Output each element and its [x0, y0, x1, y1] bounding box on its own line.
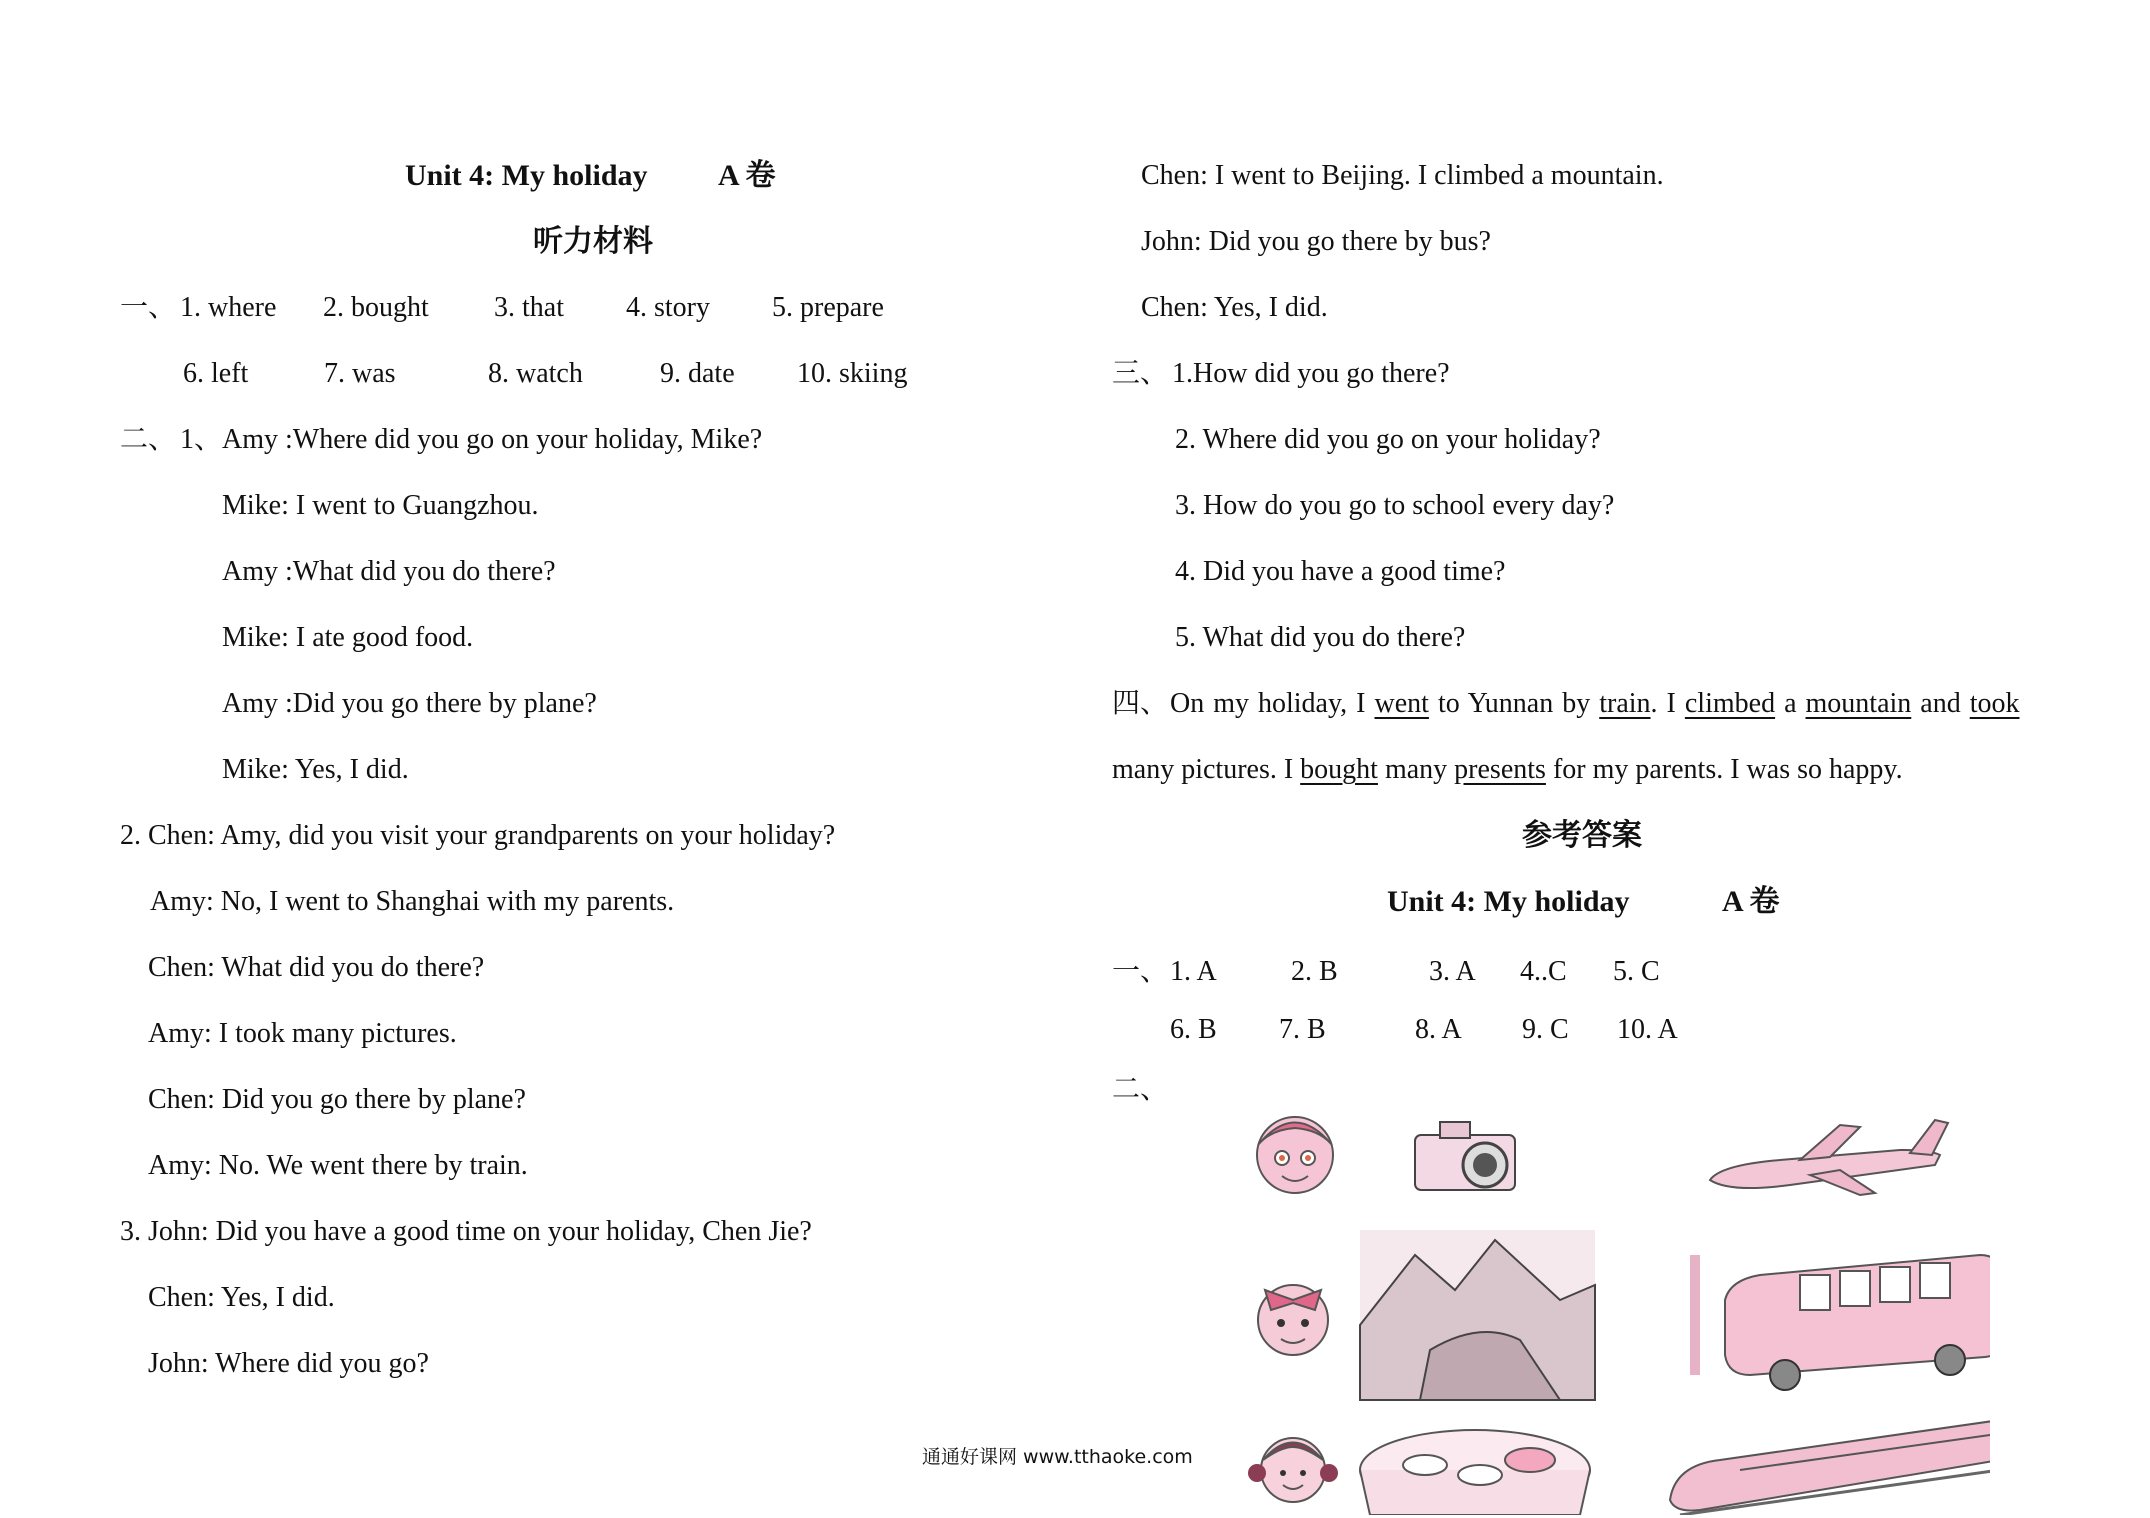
dialogue-line: Chen: Did you go there by plane? [148, 1084, 526, 1115]
answer-item: 4..C [1520, 956, 1567, 987]
answer-item: 3. A [1429, 956, 1476, 987]
left-subtitle: 听力材料 [533, 225, 653, 258]
dialogue-line: 3. John: Did you have a good time on your holiday, Chen Jie? [120, 1216, 812, 1247]
answers-heading: 参考答案 [1522, 819, 1642, 852]
answer-item: 2. B [1291, 956, 1338, 987]
s1-item: 1. where [180, 292, 277, 323]
left-title: Unit 4: My holiday [405, 159, 648, 192]
answer-item: 9. C [1522, 1014, 1569, 1045]
answer-word: went [1374, 688, 1429, 719]
answer-word: presents [1454, 754, 1546, 785]
answers-title: Unit 4: My holiday [1387, 885, 1630, 918]
left-title-suffix: A 卷 [718, 159, 776, 192]
s1-item: 4. story [626, 292, 710, 323]
s1-item: 2. bought [323, 292, 429, 323]
food-table-icon [1360, 1430, 1590, 1515]
s2-mark: 二、 [120, 424, 177, 455]
s3-item: 5. What did you do there? [1175, 622, 1466, 653]
s1-mark: 一、 [120, 292, 177, 323]
s1-item: 10. skiing [797, 358, 908, 389]
answer-item: 7. B [1279, 1014, 1326, 1045]
answers-s1-mark: 一、 [1112, 956, 1169, 987]
s3-item: 1.How did you go there? [1172, 358, 1450, 389]
dialogue-line: Amy :Did you go there by plane? [222, 688, 597, 719]
s3-item: 3. How do you go to school every day? [1175, 490, 1615, 521]
dialogue-line: Chen: Yes, I did. [148, 1282, 335, 1313]
answers-title-suffix: A 卷 [1722, 885, 1780, 918]
answer-item: 6. B [1170, 1014, 1217, 1045]
s3-mark: 三、 [1112, 358, 1169, 389]
dialogue-line: Amy :What did you do there? [222, 556, 556, 587]
s1-item: 9. date [660, 358, 735, 389]
answer-item: 10. A [1617, 1014, 1678, 1045]
dialogue-line: Chen: I went to Beijing. I climbed a mountain. [1141, 160, 1664, 191]
airplane-icon [1710, 1120, 1948, 1195]
dialogue-line: John: Did you go there by bus? [1141, 226, 1491, 257]
girl-with-pigtails-icon [1248, 1438, 1338, 1502]
s4-line-1: On my holiday, I went to Yunnan by train. I climbed a mountain and took [1170, 688, 2020, 719]
dialogue-line: Amy: No, I went to Shanghai with my parents. [150, 886, 675, 917]
answer-word: train [1599, 688, 1651, 719]
dialogue-line: Mike: Yes, I did. [222, 754, 409, 785]
s4-mark: 四、 [1112, 688, 1169, 719]
dialogue-line: Mike: I went to Guangzhou. [222, 490, 539, 521]
mountain-icon [1360, 1230, 1595, 1400]
s1-item: 8. watch [488, 358, 583, 389]
girl-face-icon [1257, 1117, 1333, 1193]
s3-item: 2. Where did you go on your holiday? [1175, 424, 1601, 455]
answer-item: 8. A [1415, 1014, 1462, 1045]
dialogue-line: Chen: What did you do there? [148, 952, 485, 983]
s1-item: 7. was [324, 358, 396, 389]
s1-item: 6. left [183, 358, 249, 389]
dialogue-line: Mike: I ate good food. [222, 622, 474, 653]
s1-item: 3. that [494, 292, 564, 323]
girl-with-bow-icon [1258, 1285, 1328, 1355]
answer-pictures [1190, 1085, 1990, 1515]
dialogue-line: John: Where did you go? [148, 1348, 429, 1379]
answer-word: bought [1300, 754, 1378, 785]
s1-item: 5. prepare [772, 292, 884, 323]
train-icon [1670, 1420, 1990, 1515]
answer-word: climbed [1684, 688, 1776, 719]
answer-word: mountain [1805, 688, 1912, 719]
dialogue-line: 2. Chen: Amy, did you visit your grandparents on your holiday? [120, 820, 836, 851]
s4-line-2: many pictures. I bought many presents for my parents. I was so happy. [1112, 754, 1903, 785]
camera-icon [1415, 1122, 1515, 1190]
bus-icon [1690, 1255, 1990, 1390]
dialogue-line: Amy: No. We went there by train. [148, 1150, 528, 1181]
answer-word: took [1969, 688, 2020, 719]
dialogue-line: Amy: I took many pictures. [148, 1018, 457, 1049]
dialogue-line: 1、Amy :Where did you go on your holiday, Mike? [180, 424, 763, 455]
answer-item: 1. A [1170, 956, 1217, 987]
footer-watermark: 通通好课网 www.tthaoke.com [922, 1446, 1193, 1468]
s3-item: 4. Did you have a good time? [1175, 556, 1506, 587]
answers-s2-mark: 二、 [1112, 1074, 1169, 1105]
answer-item: 5. C [1613, 956, 1660, 987]
dialogue-line: Chen: Yes, I did. [1141, 292, 1328, 323]
